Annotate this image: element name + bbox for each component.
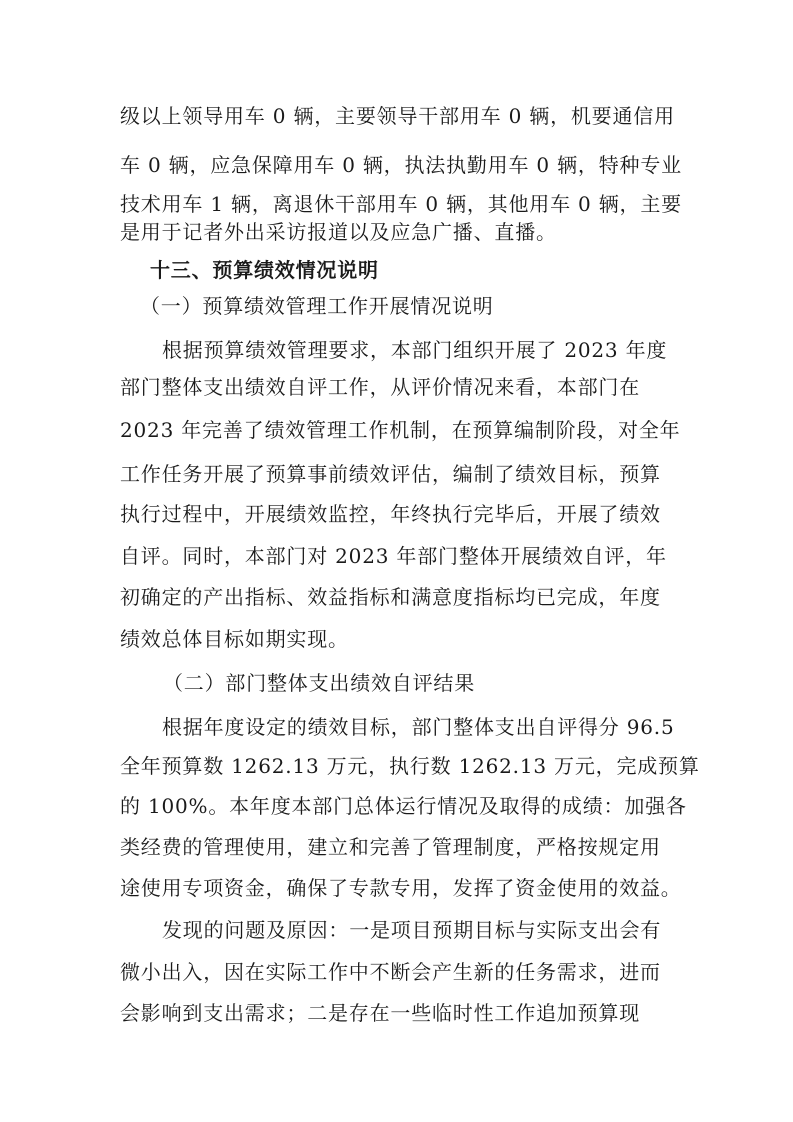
text-line: 根据预算绩效管理要求，本部门组织开展了 2023 年度 xyxy=(162,338,668,362)
text-line: 的 100%。本年度本部门总体运行情况及取得的成绩：加强各 xyxy=(120,794,687,818)
text-line: 会影响到支出需求；二是存在一些临时性工作追加预算现 xyxy=(120,1001,640,1025)
text-line: 车 0 辆，应急保障用车 0 辆，执法执勤用车 0 辆，特种专业 xyxy=(120,153,682,177)
text-line: 执行过程中，开展绩效监控，年终执行完毕后，开展了绩效 xyxy=(120,502,661,526)
text-line: 自评。同时，本部门对 2023 年部门整体开展绩效自评，年 xyxy=(120,544,667,568)
text-line: 根据年度设定的绩效目标，部门整体支出自评得分 96.5 xyxy=(162,715,675,739)
text-line: 技术用车 1 辆，离退休干部用车 0 辆，其他用车 0 辆，主要 xyxy=(120,192,682,216)
text-line: 工作任务开展了预算事前绩效评估，编制了绩效目标，预算 xyxy=(120,462,661,486)
subsection-heading: （二）部门整体支出绩效自评结果 xyxy=(163,671,475,695)
text-line: 全年预算数 1262.13 万元，执行数 1262.13 万元，完成预算 xyxy=(120,754,700,778)
text-line: 级以上领导用车 0 辆，主要领导干部用车 0 辆，机要通信用 xyxy=(120,104,675,128)
text-line: 微小出入，因在实际工作中不断会产生新的任务需求，进而 xyxy=(120,960,661,984)
subsection-heading: （一）预算绩效管理工作开展情况说明 xyxy=(140,294,494,318)
text-line: 发现的问题及原因：一是项目预期目标与实际支出会有 xyxy=(162,918,662,942)
text-line: 初确定的产出指标、效益指标和满意度指标均已完成，年度 xyxy=(120,585,661,609)
text-line: 部门整体支出绩效自评工作，从评价情况来看，本部门在 xyxy=(120,375,640,399)
text-line: 是用于记者外出采访报道以及应急广播、直播。 xyxy=(120,220,557,244)
text-line: 途使用专项资金，确保了专款专用，发挥了资金使用的效益。 xyxy=(120,876,682,900)
text-line: 绩效总体目标如期实现。 xyxy=(120,627,349,651)
text-line: 类经费的管理使用，建立和完善了管理制度，严格按规定用 xyxy=(120,835,661,859)
section-heading: 十三、预算绩效情况说明 xyxy=(150,258,379,282)
text-line: 2023 年完善了绩效管理工作机制，在预算编制阶段，对全年 xyxy=(120,418,681,442)
